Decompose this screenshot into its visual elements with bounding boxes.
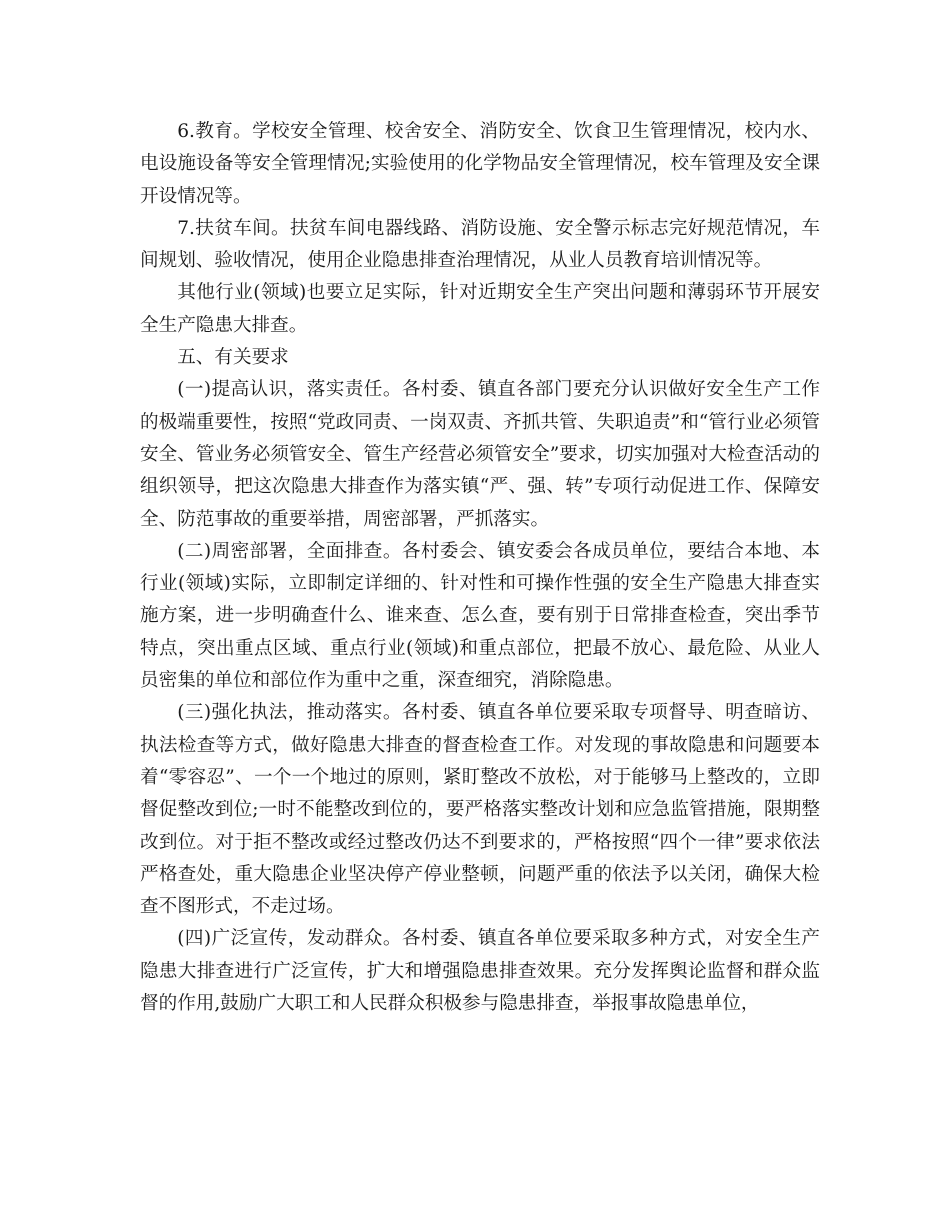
- section-heading-requirements: 五、有关要求: [177, 347, 289, 369]
- paragraph-requirement-3: (三)强化执法，推动落实。各村委、镇直各单位要采取专项督导、明查暗访、执法检查等方式，做好隐患大排查的督查检查工作。对发现的事故隐患和问题要本着“零容忍”、一个一个地过的原则，紧盯整改不放松，对于能够马上整改的，立即督促整改到位;一时不能整改到位的，要严格落实整改计划和应急监管措施，限期整改到位。对于拒不整改或经过整改仍达不到要求的，严格按照“四个一律”要求依法严格查处，重大隐患企业坚决停产停业整顿，问题严重的依法予以关闭，确保大检查不图形式，不走过场。: [140, 702, 820, 918]
- paragraph-education: 6.教育。学校安全管理、校舍安全、消防安全、饮食卫生管理情况，校内水、电设施设备等安全管理情况;实验使用的化学物品安全管理情况，校车管理及安全课开设情况等。: [140, 121, 820, 207]
- paragraph-poverty-workshop: 7.扶贫车间。扶贫车间电器线路、消防设施、安全警示标志完好规范情况，车间规划、验收情况，使用企业隐患排查治理情况，从业人员教育培训情况等。: [140, 217, 820, 272]
- document-body: [140, 116, 820, 1020]
- paragraph-requirement-2: (二)周密部署，全面排查。各村委会、镇安委会各成员单位，要结合本地、本行业(领域)实际，立即制定详细的、针对性和可操作性强的安全生产隐患大排查实施方案，进一步明确查什么、谁来查、怎么查，要有别于日常排查检查，突出季节特点，突出重点区域、重点行业(领域)和重点部位，把最不放心、最危险、从业人员密集的单位和部位作为重中之重，深查细究，消除隐患。: [140, 540, 820, 692]
- paragraph-requirement-1: (一)提高认识，落实责任。各村委、镇直各部门要充分认识做好安全生产工作的极端重要性，按照“党政同责、一岗双责、齐抓共管、失职追责”和“管行业必须管安全、管业务必须管安全、管生产经营必须管安全”要求，切实加强对大检查活动的组织领导，把这次隐患大排查作为落实镇“严、强、转”专项行动促进工作、保障安全、防范事故的重要举措，周密部署，严抓落实。: [140, 379, 820, 530]
- paragraph-requirement-4: (四)广泛宣传，发动群众。各村委、镇直各单位要采取多种方式，对安全生产隐患大排查进行广泛宣传，扩大和增强隐患排查效果。充分发挥舆论监督和群众监督的作用,鼓励广大职工和人民群众积极参与隐患排查，举报事故隐患单位，: [140, 928, 820, 1015]
- paragraph-other-industries: 其他行业(领域)也要立足实际，针对近期安全生产突出问题和薄弱环节开展安全生产隐患大排查。: [140, 282, 820, 336]
